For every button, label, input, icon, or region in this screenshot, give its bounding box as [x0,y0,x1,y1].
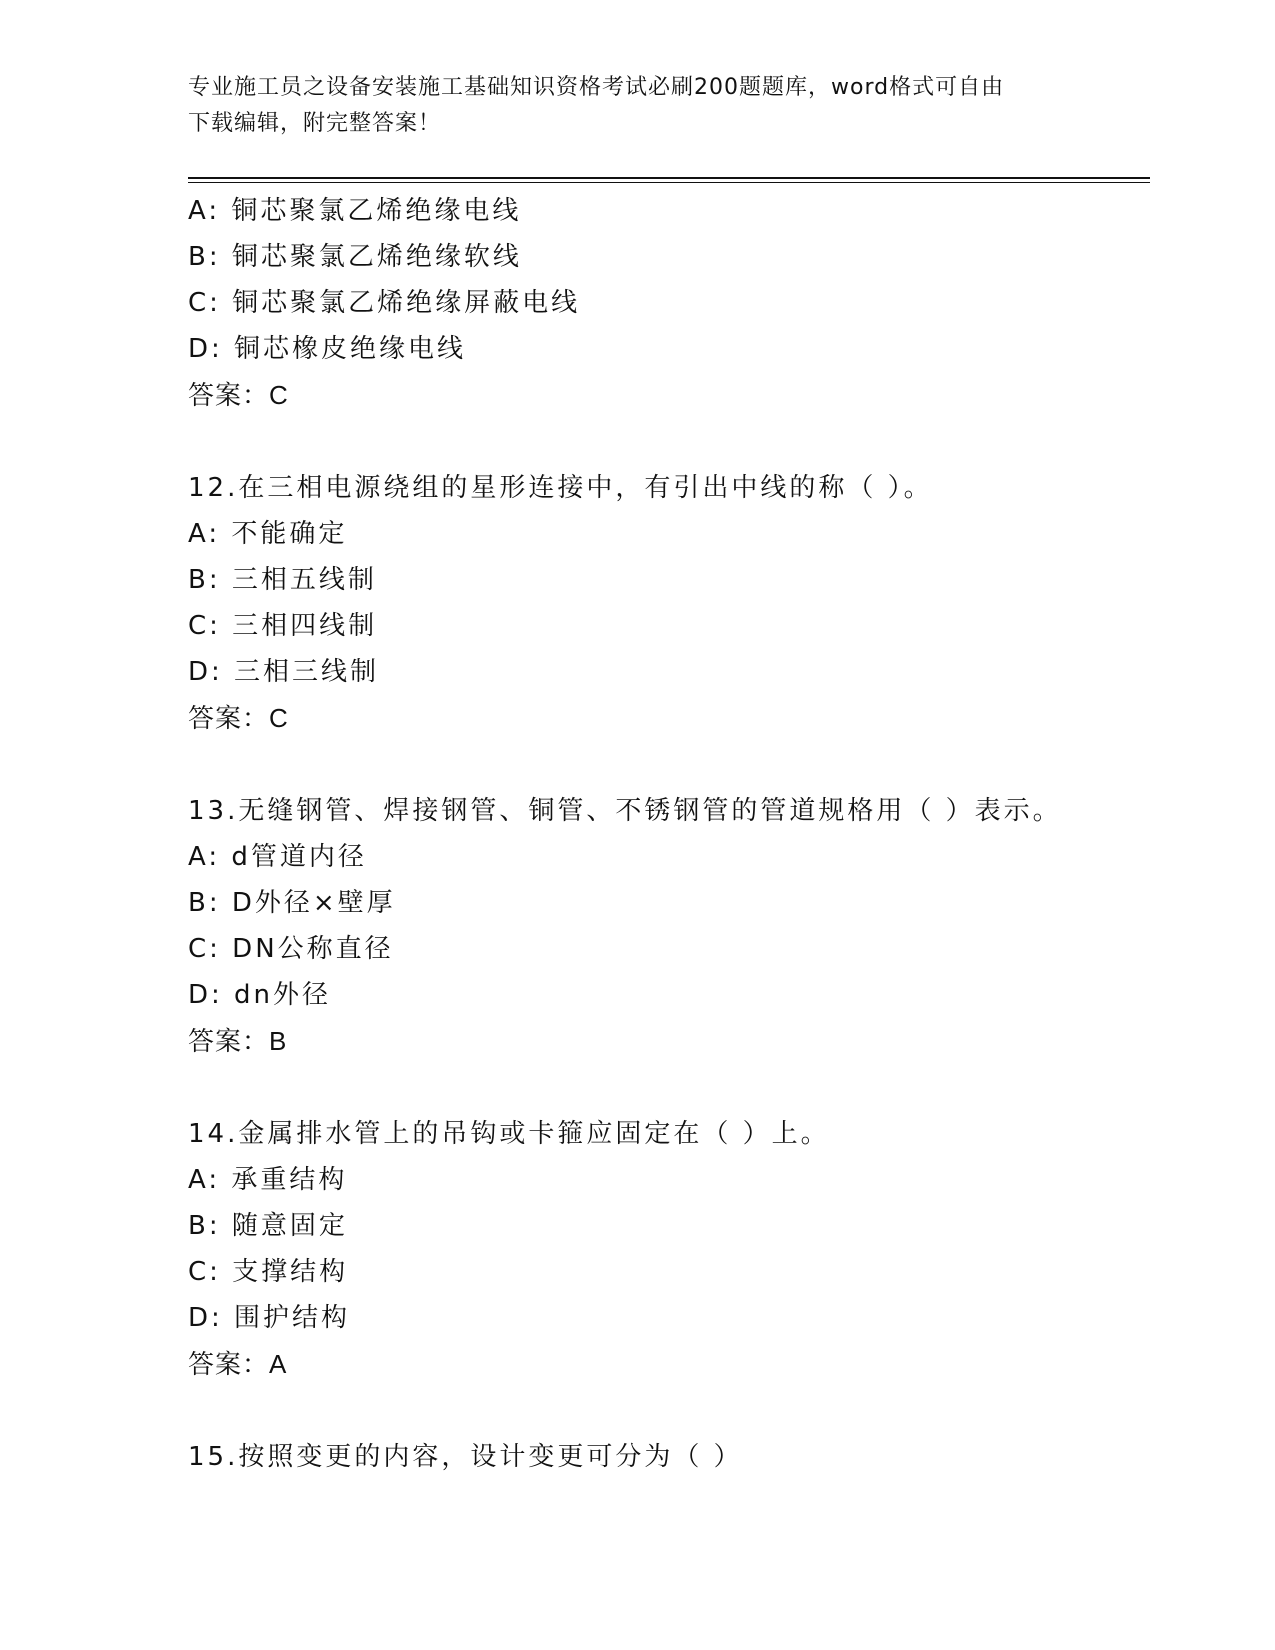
question-list [188,188,1148,1480]
question-stem: 15.按照变更的内容，设计变更可分为（ ） [188,1442,743,1472]
option-d: D: 三相三线制 [188,657,380,687]
option-d: D: 铜芯橡皮绝缘电线 [188,334,467,364]
header-rule-thin [188,182,1150,183]
question-stem: 14.金属排水管上的吊钩或卡箍应固定在（ ）上。 [188,1119,830,1149]
option-b: B: D外径×壁厚 [188,888,396,918]
question-stem: 12.在三相电源绕组的星形连接中，有引出中线的称（ ）。 [188,473,933,503]
answer-value: B [269,1026,288,1056]
option-d: D: dn外径 [188,980,332,1010]
answer-line [188,1341,1148,1388]
answer-label: 答案： [188,381,270,411]
header-line-2: 下载编辑，附完整答案！ [188,111,442,136]
option-a: A: 承重结构 [188,1165,348,1195]
option-c: C: 三相四线制 [188,611,378,641]
answer-value: A [269,1349,288,1379]
option-a: A: 铜芯聚氯乙烯绝缘电线 [188,196,522,226]
answer-value: C [269,380,289,410]
question-15 [188,1434,1148,1480]
option-a: A: 不能确定 [188,519,348,549]
option-b: B: 三相五线制 [188,565,377,595]
option-c: C: 支撑结构 [188,1257,349,1287]
answer-line [188,1018,1148,1065]
option-a: A: d管道内径 [188,842,367,872]
question-11 [188,188,1148,419]
option-c: C: DN公称直径 [188,934,394,964]
option-d: D: 围护结构 [188,1303,351,1333]
document-header [188,70,1088,142]
option-b: B: 铜芯聚氯乙烯绝缘软线 [188,242,522,272]
answer-line [188,372,1148,419]
option-c: C: 铜芯聚氯乙烯绝缘屏蔽电线 [188,288,581,318]
question-stem: 13.无缝钢管、焊接钢管、铜管、不锈钢管的管道规格用（ ）表示。 [188,796,1062,826]
answer-line [188,695,1148,742]
answer-label: 答案： [188,1027,270,1057]
answer-value: C [269,703,289,733]
header-rule-thick [188,177,1150,179]
header-line-1: 专业施工员之设备安装施工基础知识资格考试必刷200题题库，word格式可自由 [188,75,1005,100]
question-12 [188,465,1148,742]
answer-label: 答案： [188,1350,270,1380]
question-14 [188,1111,1148,1388]
question-13 [188,788,1148,1065]
answer-label: 答案： [188,704,270,734]
option-b: B: 随意固定 [188,1211,348,1241]
